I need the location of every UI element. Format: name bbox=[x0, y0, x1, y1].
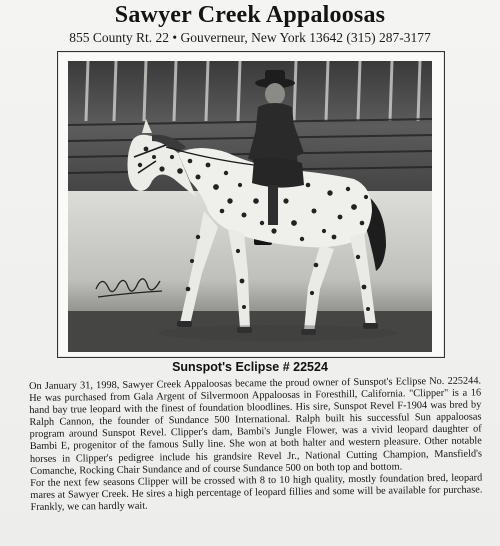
farm-title: Sawyer Creek Appaloosas bbox=[114, 2, 386, 28]
photo-frame bbox=[57, 51, 445, 358]
horse-photo bbox=[68, 61, 432, 352]
article-paragraph: For the next few seasons Clipper will be crossed with 8 to 10 high quality, mostly foundation bred, leopard mares at Sawyer Creek. He sires a high percentage of leopard fillies and some will be available for purchase. Frankly, we can hardly wait. bbox=[30, 472, 483, 513]
farm-address: 855 County Rt. 22 • Gouverneur, New York 13642 (315) 287-3177 bbox=[69, 30, 431, 45]
article-body bbox=[29, 375, 483, 514]
photo-caption: Sunspot's Eclipse # 22524 bbox=[172, 360, 328, 374]
article-paragraph: On January 31, 1998, Sawyer Creek Appaloosas became the proud owner of Sunspot's Eclipse No. 225244. He was purchased from Gala Argent of Silvermoon Appaloosas in Foresthill, California. "Clipper" is a 16 hand bay true leopard with the finest of foundation bloodlines. His sire, Sunspot Revel F-1904 was bred by Ralph Cannon, the founder of Sundance 500 International. Ralph built his successful Sun appaloosas program around Sunspot Revel. Clipper's dam, Bambi's Jungle Flower, was a vivid leopard daughter of Bambi E, progenitor of the famous Sully line. She won at both halter and western pleasure. Other notable horses in Clipper's pedigree include his grandsire Revel Jr., National Cutting Champion, Mansfield's Comanche, Rocking Chair Sundance and of course Sundance 500 on both top and bottom. bbox=[29, 375, 482, 477]
